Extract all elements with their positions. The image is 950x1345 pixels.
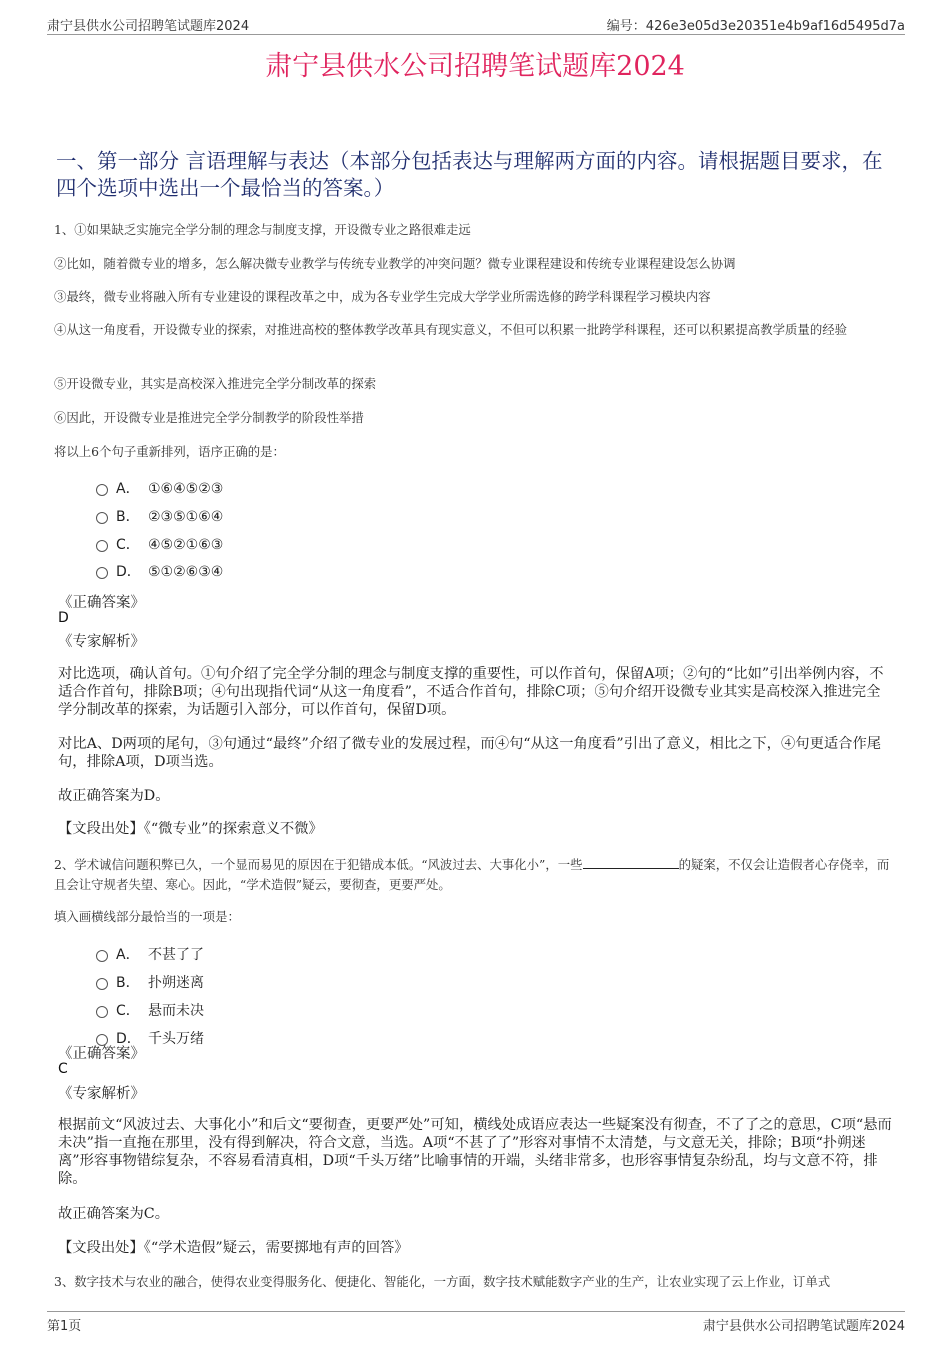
q1-analysis-para-2: 对比A、D两项的尾句，③句通过“最终”介绍了微专业的发展过程，而④句“从这一角度看”引出了意义，相比之下，④句更适合作尾句，排除A项，D项当选。: [58, 736, 882, 770]
header-doc-title: 肃宁县供水公司招聘笔试题库2024: [47, 19, 250, 34]
section-heading: 一、第一部分 言语理解与表达（本部分包括表达与理解两方面的内容。请根据题目要求，在四个选项中选出一个最恰当的答案。）: [56, 149, 883, 200]
q1-option-a[interactable]: A． ①⑥④⑤②③: [96, 478, 223, 498]
q2-stem: 2、学术诚信问题积弊已久，一个显而易见的原因在于犯错成本低。“风波过去、大事化小”，一些 的疑案，不仅会让造假者心存侥幸，而且会让守规者失望、寒心。因此，“学术造假”疑云，要彻查，更要严处。: [54, 857, 890, 892]
radio-icon[interactable]: [96, 978, 108, 990]
q1-answer: D: [58, 610, 69, 626]
radio-icon[interactable]: [96, 540, 108, 552]
q1-prompt: 将以上6个句子重新排列，语序正确的是：: [54, 444, 285, 459]
header-doc-id: 编号：426e3e05d3e20351e4b9af16d5495d7a: [606, 19, 905, 34]
radio-icon[interactable]: [96, 484, 108, 496]
page-title: 肃宁县供水公司招聘笔试题库2024: [265, 51, 685, 82]
q1-line-1: 1、①如果缺乏实施完全学分制的理念与制度支撑，开设微专业之路很难走远: [54, 222, 471, 237]
q1-line-4: ④从这一角度看，开设微专业的探索，对推进高校的整体教学改革具有现实意义，不但可以积累一批跨学科课程，还可以积累提高教学质量的经验: [54, 322, 847, 337]
q2-answer: C: [58, 1061, 68, 1077]
q1-analysis-conclusion: 故正确答案为D。: [58, 788, 170, 804]
q1-line-3: ③最终，微专业将融入所有专业建设的课程改革之中，成为各专业学生完成大学学业所需选修的跨学科课程学习模块内容: [54, 289, 711, 304]
q2-analysis-para-1: 根据前文“风波过去、大事化小”和后文“要彻查，更要严处”可知，横线处成语应表达一些疑案没有彻查，不了了之的意思，C项“悬而未决”指一直拖在那里，没有得到解决，符合文意，当选。A项“不甚了了”形容对事情不太清楚，与文意无关，排除；B项“扑朔迷离”形容事物错综复杂，不容易看清真相，D项“千头万绪”比喻事情的开端，头绪非常多，也形容事情复杂纷乱，均与文意不符，排除。: [58, 1117, 892, 1187]
q2-option-a[interactable]: A． 不甚了了: [96, 944, 204, 964]
q1-option-b[interactable]: B． ②③⑤①⑥④: [96, 506, 223, 526]
page-number: 第1页: [47, 1319, 82, 1334]
q2-option-d[interactable]: D． 千头万绪: [96, 1028, 204, 1048]
footer-doc-title: 肃宁县供水公司招聘笔试题库2024: [702, 1319, 905, 1334]
radio-icon[interactable]: [96, 950, 108, 962]
page-footer: [47, 1311, 905, 1334]
q1-answer-label: 《正确答案》: [58, 595, 145, 611]
q1-line-2: ②比如，随着微专业的增多，怎么解决微专业教学与传统专业教学的冲突问题？微专业课程建设和传统专业课程建设怎么协调: [54, 256, 736, 271]
q2-option-b[interactable]: B． 扑朔迷离: [96, 972, 204, 992]
q1-option-c[interactable]: C． ④⑤②①⑥③: [96, 534, 223, 554]
page-header: [47, 14, 905, 35]
radio-icon[interactable]: [96, 1006, 108, 1018]
q3-stem: 3、数字技术与农业的融合，使得农业变得服务化、便捷化、智能化，一方面，数字技术赋能数字产业的生产，让农业实现了云上作业，订单式: [54, 1274, 831, 1289]
q2-analysis-label: 《专家解析》: [58, 1086, 145, 1102]
q1-line-5: ⑤开设微专业，其实是高校深入推进完全学分制改革的探索: [54, 376, 377, 391]
q1-option-d[interactable]: D． ⑤①②⑥③④: [96, 561, 223, 581]
q1-source: 【文段出处】《“微专业”的探索意义不微》: [58, 821, 323, 837]
radio-icon[interactable]: [96, 567, 108, 579]
q2-prompt: 填入画横线部分最恰当的一项是：: [54, 909, 240, 924]
answer-blank: [583, 856, 679, 869]
radio-icon[interactable]: [96, 512, 108, 524]
q2-answer-label: 《正确答案》: [58, 1046, 145, 1062]
q1-analysis-para-1: 对比选项，确认首句。①句介绍了完全学分制的理念与制度支撑的重要性，可以作首句，保留A项；②句的“比如”引出举例内容，不适合作首句，排除B项；④句出现指代词“从这一角度看”，不适合作首句，排除C项；⑤句介绍开设微专业其实是高校深入推进完全学分制改革的探索，为话题引入部分，可以作首句，保留D项。: [58, 666, 884, 718]
q2-source: 【文段出处】《“学术造假”疑云，需要掷地有声的回答》: [58, 1240, 409, 1256]
q2-analysis-conclusion: 故正确答案为C。: [58, 1206, 170, 1222]
q1-analysis-label: 《专家解析》: [58, 634, 145, 650]
q1-line-6: ⑥因此，开设微专业是推进完全学分制教学的阶段性举措: [54, 410, 364, 425]
q2-option-c[interactable]: C． 悬而未决: [96, 1000, 204, 1020]
